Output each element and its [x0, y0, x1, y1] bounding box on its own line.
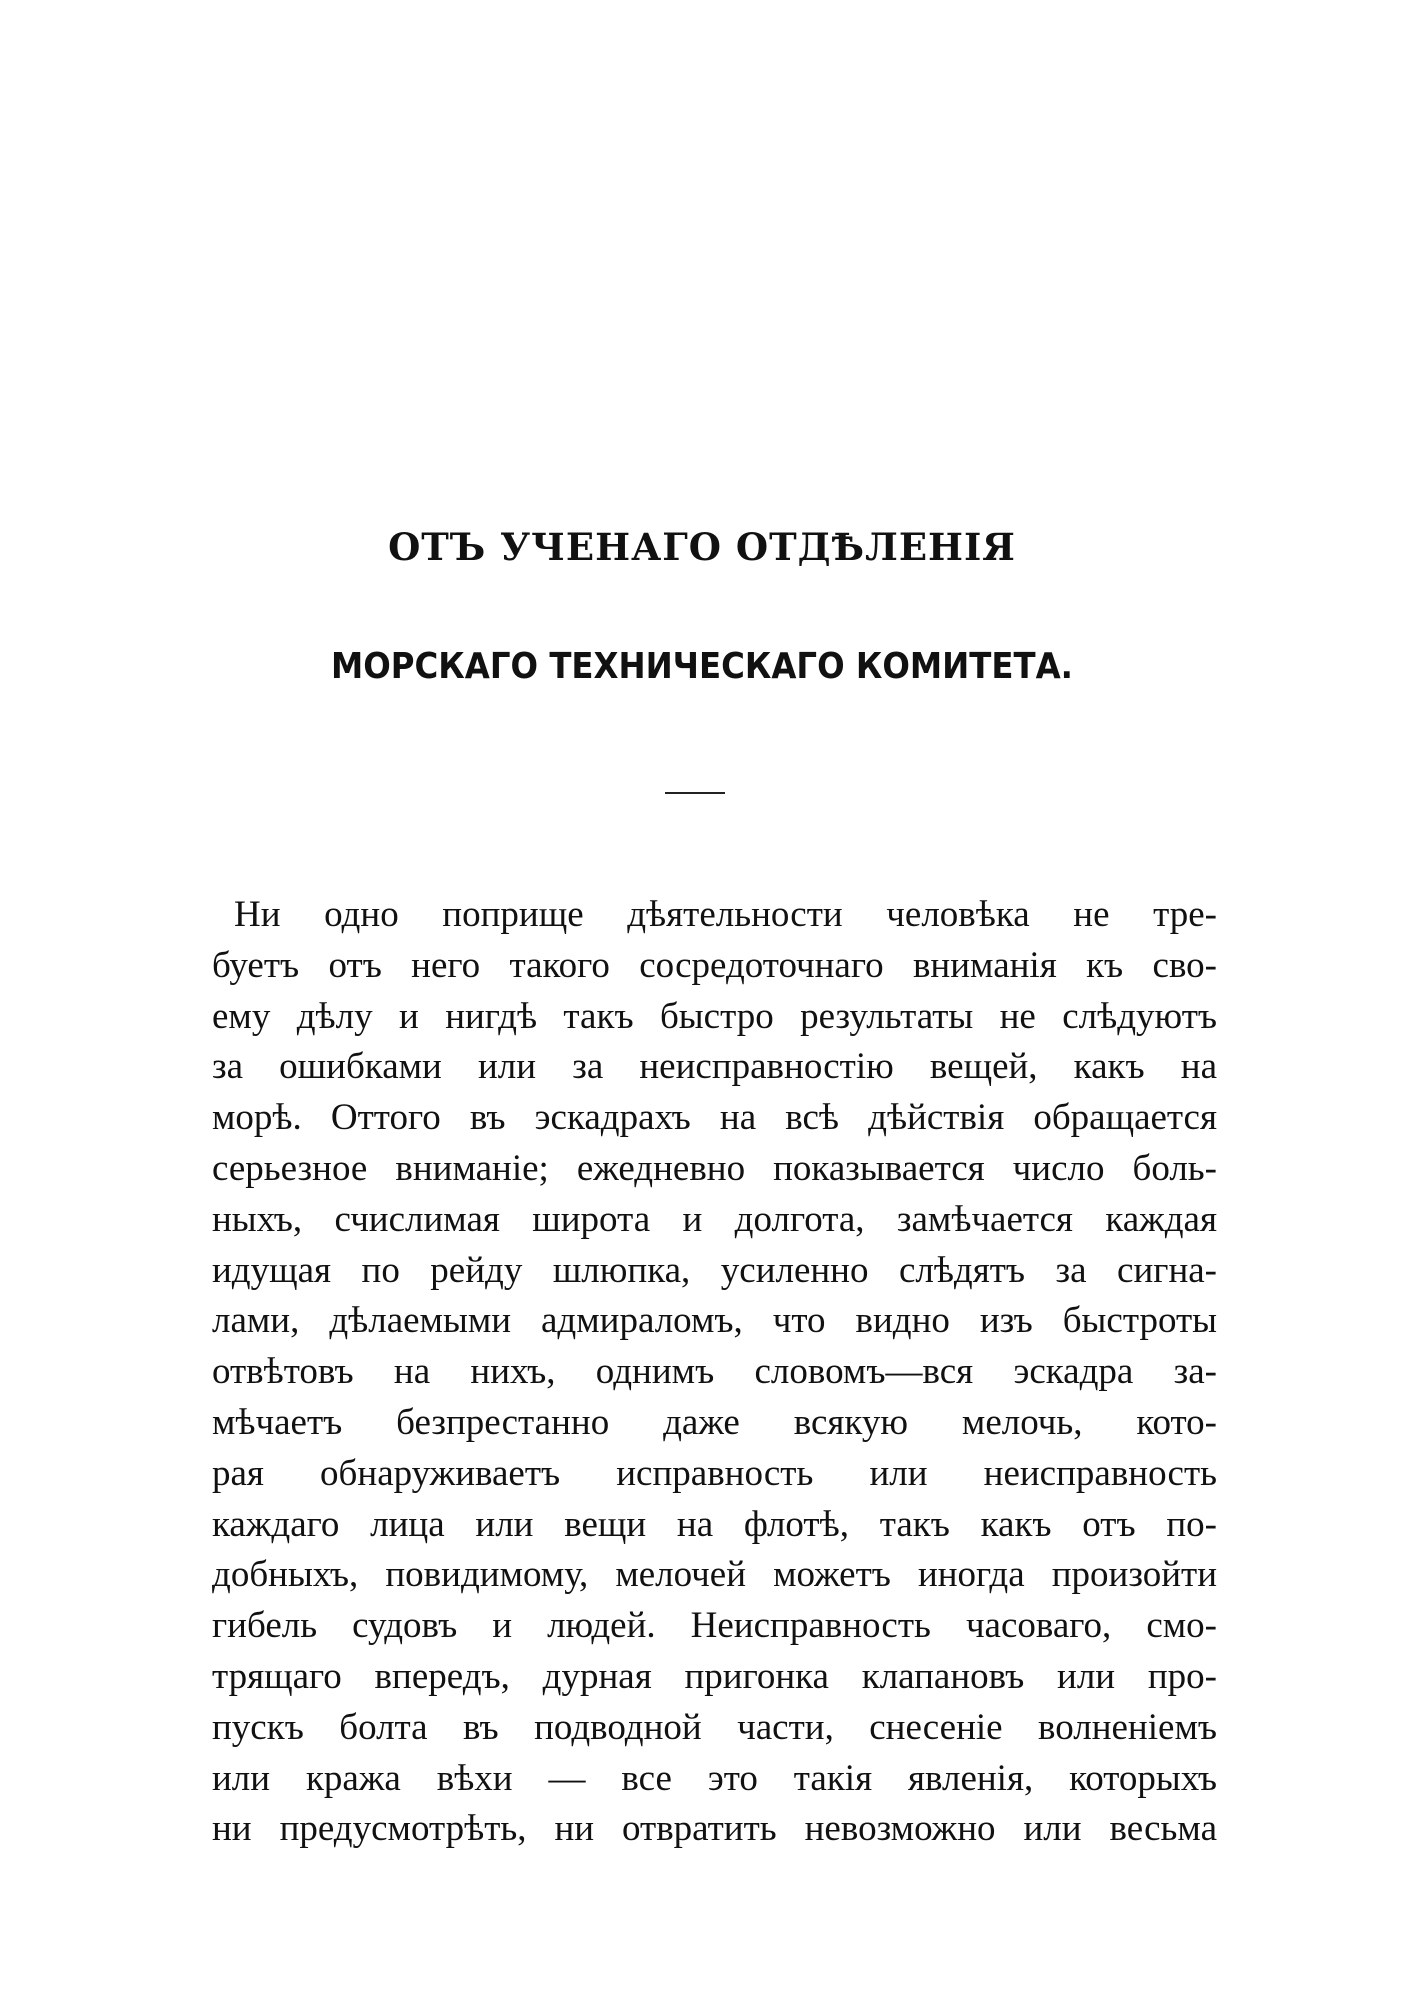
- text-line: каждаго лица или вещи на флотѣ, такъ какъ отъ по-: [212, 1503, 1217, 1545]
- text-line: мѣчаетъ безпрестанно даже всякую мелочь, кото-: [212, 1401, 1217, 1443]
- body-paragraph: [212, 890, 1217, 1855]
- section-divider: [665, 792, 725, 794]
- text-line: ему дѣлу и нигдѣ такъ быстро результаты не слѣдуютъ: [212, 995, 1217, 1037]
- text-line: отвѣтовъ на нихъ, однимъ словомъ—вся эскадра за-: [212, 1351, 1217, 1393]
- text-line: морѣ. Оттого въ эскадрахъ на всѣ дѣйствія обращается: [212, 1097, 1217, 1139]
- text-line: пускъ болта въ подводной части, снесеніе волненіемъ: [212, 1706, 1217, 1748]
- text-line: серьезное вниманіе; ежедневно показывается число боль-: [212, 1147, 1217, 1189]
- text-line: ни предусмотрѣть, ни отвратить невозможно или весьма: [212, 1808, 1217, 1850]
- text-line: ныхъ, счислимая широта и долгота, замѣчается каждая: [212, 1198, 1217, 1240]
- text-line: или кража вѣхи — все это такія явленія, которыхъ: [212, 1757, 1217, 1799]
- text-line: гибель судовъ и людей. Неисправность часоваго, смо-: [212, 1605, 1217, 1647]
- text-line: рая обнаруживаетъ исправность или неисправность: [212, 1452, 1217, 1494]
- text-line: Ни одно поприще дѣятельности человѣка не тре-: [234, 894, 1217, 935]
- text-line: идущая по рейду шлюпка, усиленно слѣдятъ за сигна-: [212, 1249, 1217, 1291]
- text-line: буетъ отъ него такого сосредоточнаго вниманія къ сво-: [212, 944, 1217, 986]
- text-line: трящаго впередъ, дурная пригонка клапановъ или про-: [212, 1655, 1217, 1697]
- text-line: лами, дѣлаемыми адмираломъ, что видно изъ быстроты: [212, 1300, 1217, 1342]
- heading-line-2: МОРСКАГО ТЕХНИЧЕСКАГО КОМИТЕТА.: [330, 646, 1073, 687]
- text-line: добныхъ, повидимому, мелочей можетъ иногда произойти: [212, 1554, 1217, 1596]
- heading-line-1: ОТЪ УЧЕНАГО ОТДѢЛЕНІЯ: [388, 525, 1016, 569]
- text-line: за ошибками или за неисправностію вещей, какъ на: [212, 1046, 1217, 1088]
